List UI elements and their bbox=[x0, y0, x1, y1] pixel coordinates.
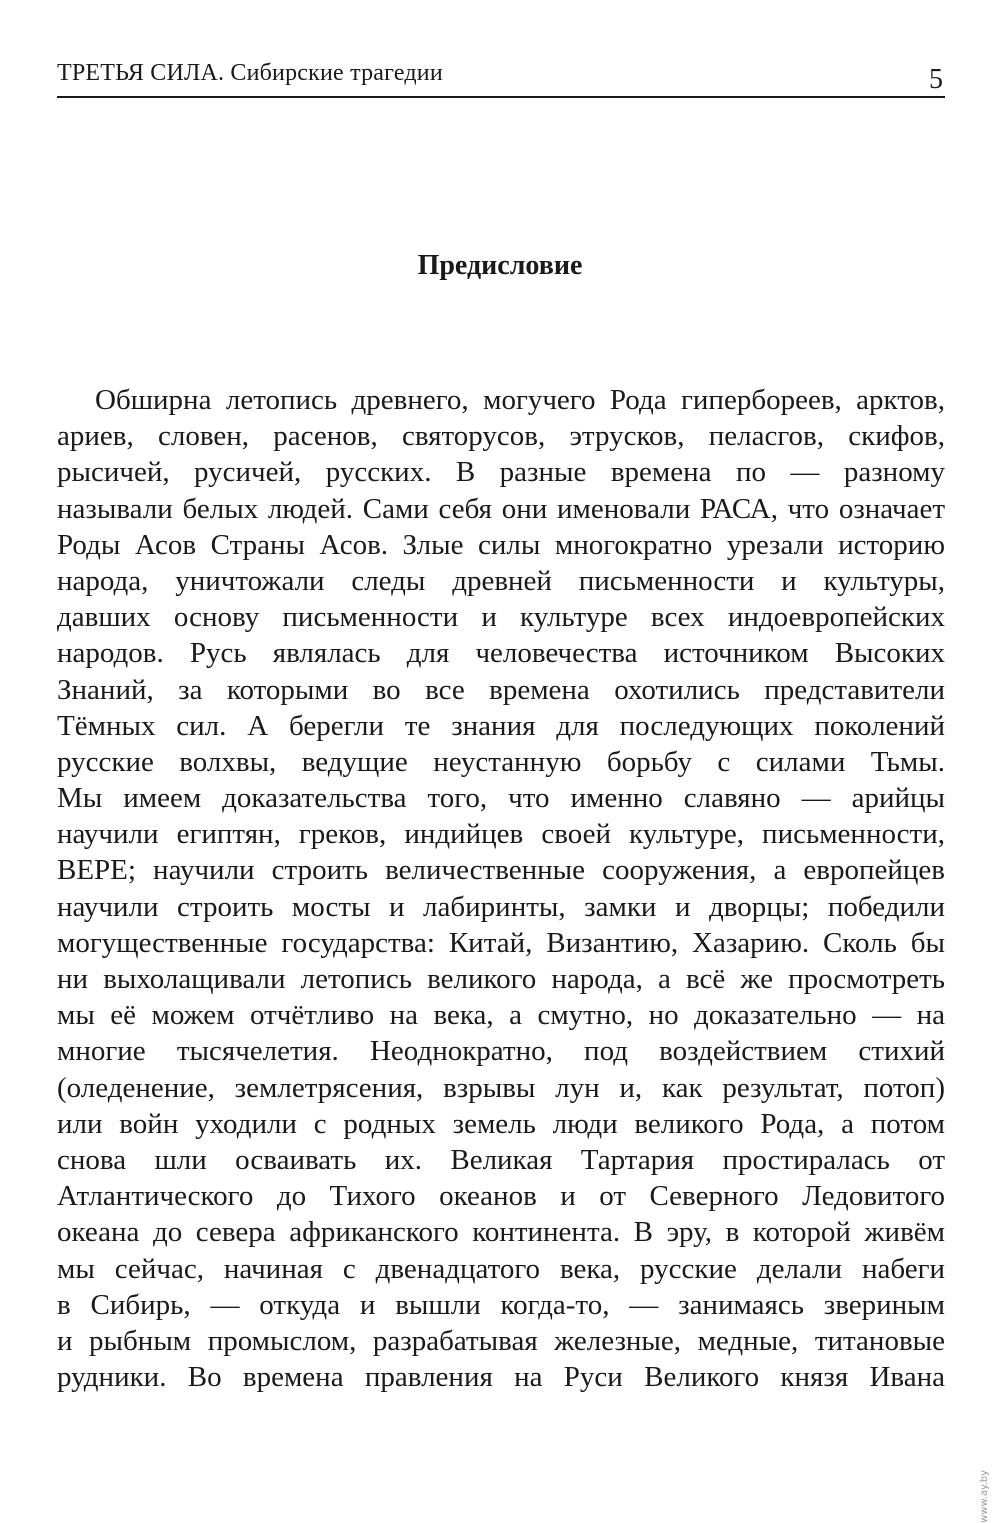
text-line: (оледенение, землетрясения, взрывы лун и, как результат, потоп) bbox=[57, 1071, 945, 1104]
text-line: снова шли осваивать их. Великая Тартария простиралась от bbox=[57, 1143, 945, 1176]
chapter-title: Предисловие bbox=[417, 250, 583, 281]
text-line: или войн уходили с родных земель люди великого Рода, а потом bbox=[57, 1107, 945, 1140]
text-line: мы её можем отчётливо на века, а смутно, но доказательно — на bbox=[57, 999, 945, 1032]
text-line: многие тысячелетия. Неоднократно, под воздействием стихий bbox=[57, 1035, 945, 1068]
text-line: рысичей, русичей, русских. В разные времена по — разному bbox=[57, 456, 945, 489]
text-line: Роды Асов Страны Асов. Злые силы многократно урезали историю bbox=[57, 528, 945, 561]
text-line: ни выхолащивали летопись великого народа, а всё же просмотреть bbox=[57, 963, 945, 995]
text-line: научили египтян, греков, индийцев своей культуре, письменности, bbox=[57, 818, 945, 851]
text-line: Знаний, за которыми во все времена охотились представители bbox=[57, 673, 945, 706]
text-line: давших основу письменности и культуре всех индоевропейских bbox=[57, 601, 945, 634]
page-number: 5 bbox=[929, 64, 943, 95]
text-line: рудники. Во времена правления на Руси Великого князя Ивана bbox=[57, 1361, 945, 1394]
text-line: народа, уничтожали следы древней письменности и культуры, bbox=[57, 564, 945, 597]
text-line: Тёмных сил. А берегли те знания для последующих поколений bbox=[57, 709, 945, 742]
text-line: называли белых людей. Сами себя они именовали РАСА, что означает bbox=[57, 492, 945, 525]
watermark: www.ay.by bbox=[979, 1470, 990, 1523]
text-line: Мы имеем доказательства того, что именно славяно — арийцы bbox=[57, 782, 945, 815]
text-line: научили строить мосты и лабиринты, замки и дворцы; победили bbox=[57, 890, 945, 923]
running-header bbox=[57, 52, 945, 98]
text-line: народов. Русь являлась для человечества источником Высоких bbox=[57, 637, 945, 670]
text-line: ариев, словен, расенов, святорусов, этрусков, пеласгов, скифов, bbox=[57, 420, 945, 453]
text-line: Атлантического до Тихого океанов и от Северного Ледовитого bbox=[57, 1180, 945, 1213]
text-line: мы сейчас, начиная с двенадцатого века, русские делали набеги bbox=[57, 1252, 945, 1285]
text-line: и рыбным промыслом, разрабатывая железные, медные, титановые bbox=[57, 1324, 945, 1357]
running-title: ТРЕТЬЯ СИЛА. Сибирские трагедии bbox=[57, 60, 443, 86]
text-line: могущественные государства: Китай, Византию, Хазарию. Сколь бы bbox=[57, 926, 945, 959]
text-line: ВЕРЕ; научили строить величественные сооружения, а европейцев bbox=[57, 854, 945, 887]
text-line: океана до севера африканского континента. В эру, в которой живём bbox=[57, 1216, 945, 1249]
text-line: Обширна летопись древнего, могучего Рода гипербореев, арктов, bbox=[95, 384, 945, 416]
text-line: русские волхвы, ведущие неустанную борьбу с силами Тьмы. bbox=[57, 745, 945, 778]
text-line: в Сибирь, — откуда и вышли когда-то, — занимаясь звериным bbox=[57, 1288, 945, 1321]
body-paragraph bbox=[57, 382, 945, 1395]
